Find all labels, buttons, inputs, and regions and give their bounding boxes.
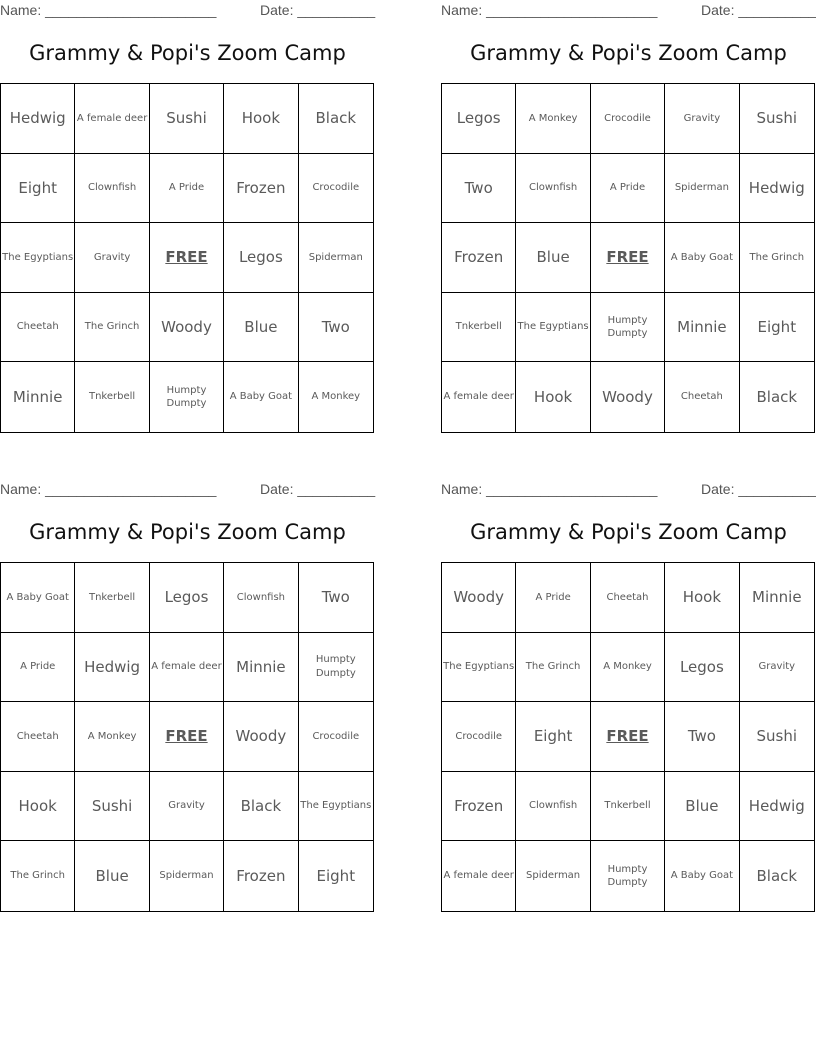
bingo-cell-text: Frozen [236, 178, 286, 197]
bingo-cell-text: Blue [95, 867, 129, 886]
bingo-cell [150, 772, 224, 842]
bingo-cell [516, 293, 590, 363]
bingo-cell-text: Hook [241, 109, 281, 128]
bingo-cell [75, 84, 149, 154]
bingo-cell [665, 841, 739, 911]
name-date-row [441, 2, 816, 20]
bingo-cell [224, 84, 298, 154]
name-date-row [0, 2, 375, 20]
bingo-cell-text: Sushi [756, 727, 798, 746]
bingo-cell [516, 84, 590, 154]
bingo-cell-text: A Pride [535, 591, 571, 603]
bingo-cell-text: Sushi [756, 109, 798, 128]
bingo-cell-text: Woody [602, 388, 653, 407]
bingo-cell-text: Humpty Dumpty [607, 863, 648, 889]
bingo-cell-text: The Grinch [749, 251, 805, 263]
bingo-cell-text: The Egyptians [443, 661, 515, 673]
bingo-cell-text: Gravity [168, 800, 205, 812]
bingo-cell-text: Tnkerbell [88, 591, 136, 603]
bingo-cell-text: Woody [453, 588, 505, 607]
bingo-cell-text: Clownfish [528, 182, 578, 194]
bingo-cell-text: Two [321, 588, 350, 607]
card-title: Grammy & Popi's Zoom Camp [29, 41, 346, 65]
card-title: Grammy & Popi's Zoom Camp [29, 520, 346, 544]
bingo-cell-text: FREE [606, 727, 649, 746]
bingo-cell [665, 223, 739, 293]
bingo-cell [75, 633, 149, 703]
bingo-cell [665, 362, 739, 432]
bingo-cell [1, 154, 75, 224]
bingo-cell-text: A Baby Goat [229, 391, 293, 403]
bingo-cell [516, 772, 590, 842]
bingo-cell-text: Crocodile [312, 182, 360, 194]
bingo-cell-text: Minnie [677, 317, 727, 336]
bingo-cell-text: Hedwig [748, 796, 805, 815]
bingo-cell [591, 362, 665, 432]
bingo-cell [224, 362, 298, 432]
bingo-cell-text: Woody [235, 727, 287, 746]
bingo-cell [299, 293, 373, 363]
bingo-cell [299, 841, 373, 911]
bingo-cell [442, 154, 516, 224]
bingo-cell-text: Crocodile [312, 730, 360, 742]
name-field-label: Name: ______________________ [441, 2, 658, 18]
bingo-cell-text: Blue [685, 796, 719, 815]
bingo-cell-text: Two [321, 317, 350, 336]
bingo-cell-text: Crocodile [604, 112, 651, 124]
bingo-cell-text: A Pride [609, 182, 646, 194]
bingo-cell-text: Tnkerbell [88, 391, 136, 403]
bingo-cell [591, 633, 665, 703]
bingo-cell-text: A Baby Goat [670, 870, 734, 882]
bingo-cell [299, 772, 373, 842]
bingo-cell-text: Tnkerbell [455, 321, 502, 333]
bingo-cell [516, 633, 590, 703]
bingo-cell-text: Legos [164, 588, 209, 607]
bingo-cell [1, 772, 75, 842]
bingo-cell-text: Eight [533, 727, 573, 746]
bingo-cell [442, 293, 516, 363]
bingo-cell-text: Tnkerbell [604, 800, 651, 812]
bingo-cell [299, 223, 373, 293]
bingo-cell [665, 293, 739, 363]
bingo-grid [0, 83, 374, 433]
free-space-cell [150, 702, 224, 772]
bingo-cell-text: Hedwig [748, 178, 805, 197]
bingo-cell [740, 772, 814, 842]
bingo-cell-text: Eight [18, 178, 57, 197]
bingo-cell [299, 563, 373, 633]
bingo-cell [740, 84, 814, 154]
bingo-cell-text: Frozen [236, 867, 286, 886]
bingo-cell-text: Two [687, 727, 716, 746]
date-field-label: Date: __________ [260, 2, 376, 18]
bingo-cell-text: Eight [316, 867, 356, 886]
bingo-cell-text: The Egyptians [300, 800, 372, 812]
card-title: Grammy & Popi's Zoom Camp [470, 41, 787, 65]
bingo-cell-text: Legos [679, 657, 724, 676]
bingo-cell-text: Hook [533, 388, 573, 407]
bingo-cell [224, 563, 298, 633]
bingo-cell [1, 223, 75, 293]
bingo-cell [442, 702, 516, 772]
name-date-row [441, 481, 816, 499]
bingo-cell-text: Cheetah [606, 591, 649, 603]
bingo-grid [441, 83, 815, 433]
bingo-cell [516, 702, 590, 772]
bingo-cell [75, 293, 149, 363]
bingo-cell [224, 841, 298, 911]
bingo-cell-text: Sushi [91, 796, 133, 815]
bingo-cell [75, 563, 149, 633]
bingo-cell-text: Minnie [236, 657, 286, 676]
bingo-cell-text: Frozen [454, 248, 504, 267]
bingo-cell [665, 702, 739, 772]
bingo-cell-text: Sushi [166, 109, 207, 128]
bingo-cell-text: Cheetah [16, 321, 59, 333]
bingo-cell-text: Black [756, 867, 798, 886]
bingo-cell [224, 293, 298, 363]
bingo-cell [442, 563, 516, 633]
bingo-cell [1, 362, 75, 432]
bingo-cell-text: Humpty Dumpty [166, 384, 207, 410]
bingo-cell [442, 633, 516, 703]
bingo-cell [224, 633, 298, 703]
bingo-cell-text: Cheetah [680, 391, 723, 403]
bingo-grid [0, 562, 374, 912]
bingo-cell-text: Clownfish [236, 591, 286, 603]
bingo-cell-text: A female deer [76, 112, 148, 124]
bingo-cell [516, 841, 590, 911]
bingo-cell-text: A Baby Goat [670, 251, 734, 263]
bingo-cell [665, 84, 739, 154]
bingo-cell-text: A Baby Goat [6, 591, 69, 603]
bingo-cell [299, 84, 373, 154]
bingo-cell [740, 154, 814, 224]
bingo-cell [1, 293, 75, 363]
bingo-cell [224, 772, 298, 842]
bingo-card [0, 0, 375, 440]
bingo-cell-text: Gravity [683, 112, 721, 124]
bingo-cell-text: Legos [238, 248, 283, 267]
bingo-cell [75, 772, 149, 842]
bingo-cell-text: Black [756, 388, 798, 407]
bingo-cell-text: The Grinch [525, 661, 581, 673]
bingo-cell [150, 362, 224, 432]
free-space-cell [591, 223, 665, 293]
bingo-cell-text: Hook [682, 588, 722, 607]
bingo-cell [591, 772, 665, 842]
bingo-cell-text: FREE [165, 727, 208, 746]
bingo-cell-text: Frozen [454, 796, 504, 815]
bingo-cell [75, 362, 149, 432]
bingo-cell-text: Black [315, 109, 357, 128]
bingo-cell-text: A female deer [443, 391, 514, 403]
bingo-cell-text: A Monkey [87, 730, 137, 742]
bingo-cell [740, 293, 814, 363]
bingo-cell-text: Blue [536, 248, 570, 267]
bingo-cell-text: Spiderman [674, 182, 729, 194]
bingo-cell-text: Cheetah [16, 730, 59, 742]
bingo-cell-text: The Grinch [84, 321, 140, 333]
bingo-cell-text: Woody [161, 317, 212, 336]
bingo-cell [150, 154, 224, 224]
bingo-cell-text: Crocodile [455, 730, 503, 742]
bingo-card [0, 479, 375, 919]
bingo-cell [665, 633, 739, 703]
bingo-cell-text: Spiderman [526, 870, 581, 882]
bingo-cell [665, 563, 739, 633]
card-title: Grammy & Popi's Zoom Camp [470, 520, 787, 544]
bingo-cell-text: FREE [606, 248, 649, 267]
bingo-cell-text: Hook [18, 796, 57, 815]
bingo-cell [665, 772, 739, 842]
bingo-cell-text: Hedwig [84, 657, 141, 676]
name-field-label: Name: ______________________ [441, 481, 658, 497]
name-field-label: Name: ______________________ [0, 2, 217, 18]
bingo-cell [740, 841, 814, 911]
bingo-cell-text: A Monkey [528, 112, 578, 124]
bingo-cell [150, 563, 224, 633]
bingo-cell [591, 841, 665, 911]
bingo-cell [299, 702, 373, 772]
bingo-cell-text: Spiderman [159, 870, 214, 882]
bingo-cell [1, 633, 75, 703]
bingo-cell [75, 702, 149, 772]
bingo-cell [150, 841, 224, 911]
bingo-cell-text: Minnie [12, 388, 63, 407]
bingo-cell [299, 362, 373, 432]
bingo-cell [442, 223, 516, 293]
bingo-cell-text: A Pride [168, 182, 205, 194]
bingo-cell-text: Spiderman [308, 251, 363, 263]
bingo-cell [516, 223, 590, 293]
bingo-cell-text: Blue [244, 317, 278, 336]
bingo-cell-text: Hedwig [9, 109, 66, 128]
bingo-grid [441, 562, 815, 912]
bingo-cell [591, 154, 665, 224]
bingo-cell-text: Two [464, 178, 493, 197]
bingo-cell [442, 84, 516, 154]
bingo-cell-text: Humpty Dumpty [607, 314, 648, 340]
free-space-cell [591, 702, 665, 772]
bingo-cell [150, 633, 224, 703]
bingo-cell-text: A Pride [20, 661, 56, 673]
bingo-cell-text: Gravity [758, 661, 796, 673]
bingo-cell [150, 293, 224, 363]
bingo-cell [224, 154, 298, 224]
bingo-cell [75, 841, 149, 911]
name-field-label: Name: ______________________ [0, 481, 217, 497]
bingo-cell [1, 841, 75, 911]
bingo-cell-text: Legos [456, 109, 501, 128]
bingo-cell-text: A Monkey [603, 661, 652, 673]
bingo-cell [442, 362, 516, 432]
bingo-cell-text: FREE [165, 248, 208, 267]
bingo-cell [224, 223, 298, 293]
bingo-cell-text: A female deer [443, 870, 514, 882]
bingo-cell [299, 154, 373, 224]
bingo-cell [442, 772, 516, 842]
bingo-cell-text: Gravity [93, 251, 131, 263]
name-date-row [0, 481, 375, 499]
bingo-cell [150, 84, 224, 154]
bingo-cell [516, 362, 590, 432]
bingo-card [441, 479, 816, 919]
bingo-cell-text: The Grinch [10, 870, 65, 882]
bingo-cell [75, 154, 149, 224]
bingo-cell-text: The Egyptians [2, 251, 74, 263]
bingo-cell-text: A female deer [151, 661, 222, 673]
bingo-cell [740, 223, 814, 293]
bingo-cell [740, 563, 814, 633]
bingo-cell [516, 563, 590, 633]
bingo-cell-text: Clownfish [528, 800, 578, 812]
bingo-cell [591, 293, 665, 363]
date-field-label: Date: __________ [260, 481, 376, 497]
bingo-cell [740, 633, 814, 703]
bingo-cell-text: Humpty Dumpty [315, 654, 356, 679]
bingo-cell-text: Black [240, 796, 282, 815]
bingo-cell [1, 84, 75, 154]
bingo-cell [591, 563, 665, 633]
bingo-cell-text: Minnie [752, 588, 802, 607]
bingo-cell [665, 154, 739, 224]
bingo-cell [224, 702, 298, 772]
bingo-cell-text: The Egyptians [517, 321, 589, 333]
bingo-cell [740, 362, 814, 432]
bingo-cell [299, 633, 373, 703]
free-space-cell [150, 223, 224, 293]
bingo-cell [1, 563, 75, 633]
bingo-cell [740, 702, 814, 772]
bingo-cell [75, 223, 149, 293]
bingo-cell-text: Eight [757, 317, 797, 336]
bingo-cell [1, 702, 75, 772]
date-field-label: Date: __________ [701, 2, 816, 18]
bingo-cell [516, 154, 590, 224]
bingo-cell-text: Clownfish [87, 182, 137, 194]
bingo-cell-text: A Monkey [311, 391, 361, 403]
bingo-cell [591, 84, 665, 154]
date-field-label: Date: __________ [701, 481, 816, 497]
bingo-card [441, 0, 816, 440]
bingo-cell [442, 841, 516, 911]
